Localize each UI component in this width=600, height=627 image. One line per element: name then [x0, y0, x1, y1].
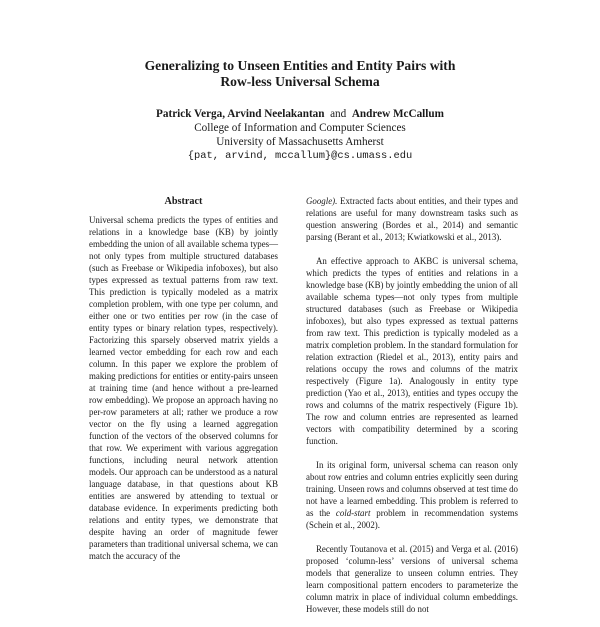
author-conjunction: and: [330, 108, 347, 120]
author-emails: {pat, arvind, mccallum}@cs.umass.edu: [187, 150, 413, 162]
author-1: Patrick Verga: [156, 108, 223, 120]
paper-title: [60, 58, 540, 90]
abstract-heading: Abstract: [164, 196, 203, 207]
intro-paragraph-4: Recently Toutanova et al. (2015) and Verga et al. (2016) proposed ‘column-less’ versions of universal schema models that generalize to unseen column entries. They learn compositional pattern encoders to parameterize the column matrix in place of individual column embeddings. However, these models still do not: [306, 544, 518, 614]
left-column: [89, 195, 278, 574]
intro-paragraph-1: [306, 195, 518, 243]
author-2: Arvind Neelakantan: [227, 108, 325, 120]
intro-p3-italic: cold-start: [335, 508, 371, 518]
right-column: [306, 195, 518, 627]
author-3: Andrew McCallum: [351, 108, 444, 120]
title-line-1: Generalizing to Unseen Entities and Entity Pairs with: [144, 58, 456, 73]
intro-p3-text-b: problem in recommendation systems (Schein et al., 2002).: [306, 508, 518, 530]
abstract-text: Universal schema predicts the types of entities and relations in a knowledge base (KB) by jointly embedding the union of all available schema types—not only types from multiple structured databases (such as Freebase or Wikipedia infoboxes), but also types expressed as textual patterns from raw text. This prediction is typically modeled as a matrix completion problem, with one type per column, and either one or two entities per row (in the case of entity types or binary relation types, respectively). Factorizing this sparsely observed matrix yields a learned vector embedding for each row and each column. In this paper we explore the problem of making predictions for entities or entity-pairs unseen at training time (and hence without a pre-learned row embedding). We propose an approach having no per-row parameters at all; rather we produce a row vector on the fly using a learned aggregation function of the vectors of the observed columns for that row. We experiment with various aggregation functions, including neural network attention models. Our approach can be understood as a natural language database, in that questions about KB entities are answered by attending to textual or database evidence. In experiments predicting both relations and entity types, we demonstrate that despite having an order of magnitude fewer parameters than traditional universal schema, we can match the accuracy of the: [89, 215, 278, 561]
affiliation-university: University of Massachusetts Amherst: [216, 136, 384, 148]
intro-p1-text: Extracted facts about entities, and their types and relations are useful for many downstream tasks such as question answering (Bordes et al., 2014) and semantic parsing (Berant et al., 2013; Kwiatkowski et al., 2013).: [306, 196, 518, 242]
intro-p1-italic: Google).: [306, 196, 338, 206]
author-block: [60, 107, 540, 163]
intro-p3-text-a: In its original form, universal schema can reason only about row entries and column entries explicitly seen during training. Unseen rows and columns observed at test time do not have a learned embedding. This problem is referred to as the: [306, 460, 518, 518]
affiliation-department: College of Information and Computer Sciences: [194, 122, 406, 134]
intro-paragraph-3: [306, 459, 518, 531]
intro-paragraph-2: An effective approach to AKBC is universal schema, which predicts the types of entities and relations in a knowledge base (KB) by jointly embedding the union of all available schema types—not only types from multiple structured databases (such as Freebase or Wikipedia infoboxes), but also types expressed as textual patterns from raw text. This prediction is typically modeled as a matrix completion problem. In the standard formulation for relation extraction (Riedel et al., 2013), entity pairs and relations occupy the rows and columns of the matrix respectively (Figure 1a). Analogously in entity type prediction (Yao et al., 2013), entities and types occupy the rows and columns of the matrix respectively (Figure 1b). The row and column entries are represented as learned vectors with compatibility determined by a scoring function.: [306, 256, 518, 446]
author-names: Patrick Verga, Arvind Neelakantan and Andrew McCallum: [156, 108, 444, 120]
title-line-2: Row-less Universal Schema: [220, 74, 380, 89]
